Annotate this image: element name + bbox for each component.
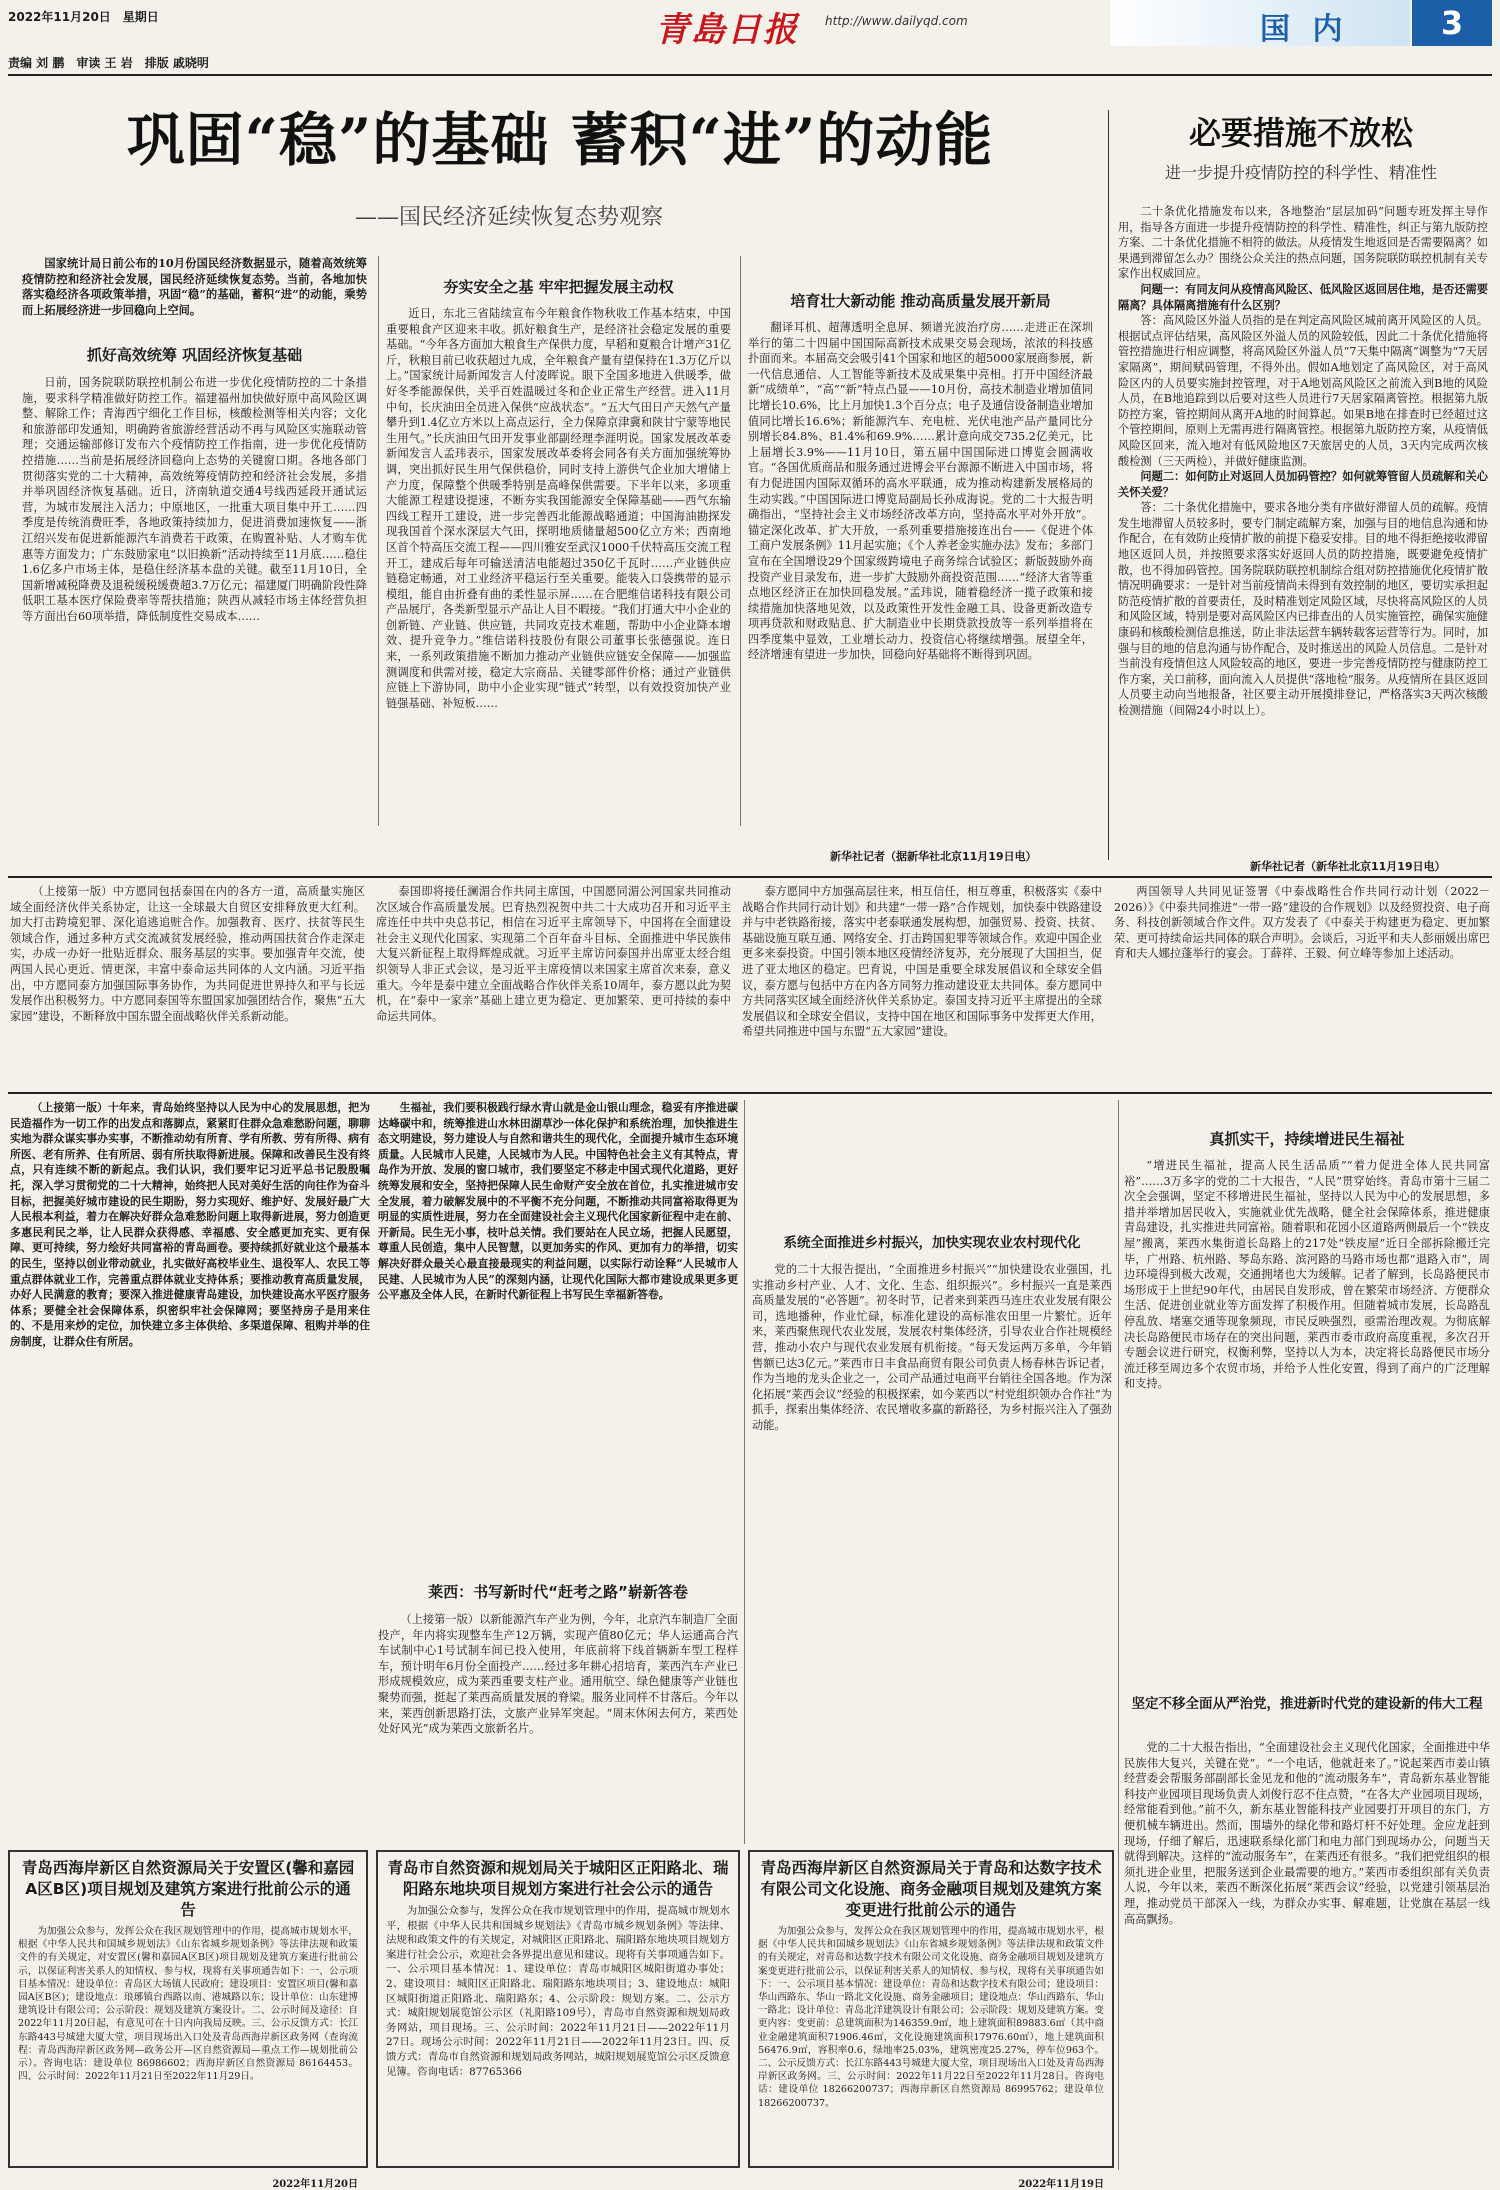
side-headline: 必要措施不放松 bbox=[1188, 114, 1413, 152]
laixi-body: （上接第一版）以新能源汽车产业为例，今年，北京汽车制造厂全面投产，年内将实现整车生产12万辆，实现产值80亿元；华人运通高合汽车试制中心1号试制车间已投入使用，年底前将下线首辆新车型工程样车，预计明年6月份全面投产……经过多年耕心招培育，莱西汽车产业已形成规模效应，成为莱西重要支柱产业。通用航空、绿色健康等产业链也聚势而强，挺起了莱西高质量发展的脊梁。服务业同样不甘落后。今年以来，莱西创新思路打法，文旅产业异军突起。“周末休闲去何方，莱西处处好风光”成为莱西文旅新名片。 bbox=[378, 1613, 738, 1736]
rural-body: 党的二十大报告提出，“全面推进乡村振兴”“加快建设农业强国，扎实推动乡村产业、人才、文化、生态、组织振兴”。乡村振兴一直是莱西高质量发展的“必答题”。初冬时节，记者来到莱西马连庄农业发展有限公司，选地播种，作业忙碌，标准化建设的高标准农田里一片繁忙。近年来，莱西聚焦现代农业发展，发展农村集体经济，引导农业合作社规模经营，推动小农户与现代农业发展有机衔接。“每天发运两万多单，今年销售额已达3亿元。”莱西市日丰食品商贸有限公司负责人杨春林告诉记者，作为当地的龙头企业之一，公司产品通过电商平台销往全国各地。作为深化拓展“莱西会议”经验的积极探索，如今莱西以“村党组织领办合作社”为抓手，探索出集体经济、农民增收多赢的新路径，为乡村振兴注入了强劲动能。 bbox=[752, 1263, 1112, 1432]
notice-date: 2022年11月19日 bbox=[1018, 2179, 1104, 2190]
notice-box-3 bbox=[748, 1850, 1114, 2190]
notice-box-1 bbox=[8, 1850, 368, 2190]
notice-text: 为加强公众参与，发挥公众在我市规划管理中的作用，提高城市规划水平，根据《中华人民共和国城乡规划法》《青岛市城乡规划条例》等法律、法规和政策文件的有关规定，对城阳区正阳路北、瑞阳路东地块项目规划方案进行社会公示，欢迎社会各界提出意见和建议。现将有关事项通告如下。一、公示项目基本情况：1、建设单位：青岛市城阳区城阳街道办事处；2、建设项目：城阳区正阳路北、瑞阳路东地块项目；3、建设地点：城阳区城阳街道正阳路北、瑞阳路东；4、公示阶段：规划方案。二、公示方式：城阳规划展览馆公示区（礼阳路109号），青岛市自然资源和规划局政务网站，项目现场。三、公示时间：2022年11月21日——2022年11月27日。现场公示时间：2022年11月21日——2022年11月23日。四、反馈方式：青岛市自然资源和规划局政务网站，城阳规划展览馆公示区反馈意见簿。咨询电话：87765366 bbox=[386, 1905, 730, 2078]
col-divider bbox=[740, 256, 741, 826]
mid-col3: 泰方愿同中方加强高层往来，相互信任，相互尊重，积极落实《泰中战略合作共同行动计划》和共建“一带一路”合作规划，加快泰中铁路建设并与中老铁路衔接，落实中老泰联通发展构想，加强贸易、投资、扶贫、基础设施互联互通、网络安全、打击跨国犯罪等领域合作。欢迎中国企业更多来泰投资。中国引领本地区疫情经济复苏，充分展现了大国担当，促进了亚太地区的稳定。巴育说，中国是重要全球发展倡议和全球安全倡议，泰方愿与包括中方在内各方同努力推动建设亚太共同体。泰方愿同中方共同落实区域全面经济伙伴关系协定。泰国支持习近平主席提出的全球发展倡议和全球安全倡议，支持中国在地区和国际事务中发挥更大作用，希望共同推进中国与东盟“五大家园”建设。 bbox=[742, 885, 1102, 1039]
notice-body bbox=[758, 1925, 1104, 2173]
col-divider bbox=[1118, 1100, 1119, 2170]
section-rule bbox=[8, 1092, 1492, 1094]
side-answer-2: 答：二十条优化措施中，要求各地分类有序做好滞留人员的疏解。疫情发生地滞留人员较多时，要专门制定疏解方案，加强与目的地信息沟通和协作配合，在有效防止疫情扩散的前提下稳妥安排。目的地不得拒绝接收滞留地区返回人员，并按照要求落实好返回人员的防控措施，既要避免疫情扩散，也不得加码管控。国务院联防联控机制综合组对防控措施优化疫情扩散情况明确要求：一是针对当前疫情尚未得到有效控制的地区，要切实承担起防范疫情扩散的首要责任，及时精准划定风险区域，尽快将高风险区的人员和风险区域，特别是要对高风险区内已排查出的人员实施管控，确保实施健康码和核酸检测信息推送，防止非法运营车辆转载客运营等行为。同时，加强与目的地的信息沟通与协作配合，及时推送出的风险人员信息。二是针对当前没有疫情但这人风险较高的地区，要进一步完善疫情防控与健康防控工作方案，关口前移，面向流入人员提供“落地检”服务。从疫情所在县区返回人员要主动向当地报备，社区要主动开展摸排登记，严格落实3天两次核酸检测措施（间隔24小时以上）。 bbox=[1118, 501, 1488, 717]
party-heading: 坚定不移全面从严治党，推进新时代党的建设新的伟大工程 bbox=[1131, 1696, 1483, 1712]
laixi-heading: 莱西：书写新时代“赶考之路”崭新答卷 bbox=[428, 1583, 688, 1601]
lead-credit: 新华社记者（据新华社北京11月19日电） bbox=[830, 850, 1037, 863]
notice-title: 青岛市自然资源和规划局关于城阳区正阳路北、瑞阳路东地块项目规划方案进行社会公示的通告 bbox=[387, 1859, 729, 1898]
newspaper-logo: 青島日报 bbox=[655, 10, 799, 50]
notice-body bbox=[386, 1904, 730, 2166]
notice-date: 2022年11月20日 bbox=[272, 2179, 358, 2190]
side-intro: 二十条优化措施发布以来，各地整治“层层加码”问题专班发挥主导作用，指导各方面进一步提升疫情防控的科学性、精准性，纠正与第九版防控方案、二十条优化措施不相符的做法。从疫情发生地返回是否需要隔离？如果遇到滞留怎么办？围绕公众关注的热点问题，国务院联防联控机制有关专家作出权威回应。 bbox=[1118, 205, 1488, 281]
masthead bbox=[0, 0, 1500, 80]
issue-date: 2022年11月20日 星期日 bbox=[8, 10, 159, 24]
notice-body bbox=[18, 1925, 358, 2173]
section-rule bbox=[8, 876, 1492, 878]
masthead-rule bbox=[8, 74, 1492, 76]
rural-heading: 系统全面推进乡村振兴，加快实现农业农村现代化 bbox=[783, 1235, 1081, 1251]
lead-col1-body: 日前，国务院联防联控机制公布进一步优化疫情防控的二十条措施，要求科学精准做好防控工作。福建福州加快做好原中高风险区调整、解除工作；青海西宁细化工作目标，核酸检测等相关内容；文化和旅游部印发通知，明确跨省旅游经营活动不再与风险区实施联动管理；交通运输部修订发布六个疫情防控工作指南，进一步优化疫情防控措施……当前是拓展经济回稳向上态势的关键窗口期。各地各部门贯彻落实党的二十大精神，高效统筹疫情防控和经济社会发展，多措并举巩固经济恢复基础。近日，济南轨道交通4号线西延段开通试运营，为城市发展注入活力；中原地区，一批重大项目集中开工……四季度是传统消费旺季，各地政策持续加力，促进消费加速恢复——浙江绍兴发布促进新能源汽车消费若干政策，在购置补贴、人才购车优惠等方面发力；广东鼓励家电“以旧换新”活动持续至11月底……稳住1.6亿多户市场主体，是稳住经济基本盘的关键。截至11月10日，全国新增减税降费及退税缓税缓费超3.7万亿元；福建厦门明确阶段性降低职工基本医疗保险费率等帮扶措施；陕西从减轻市场主体经营负担等方面出台60项举措，降低制度性交易成本…… bbox=[22, 376, 367, 623]
lead-subhead: ——国民经济延续恢复态势观察 bbox=[355, 205, 664, 230]
section-banner bbox=[1110, 0, 1410, 46]
lead-col2-body: 近日，东北三省陆续宣布今年粮食作物秋收工作基本结束，中国重要粮食产区迎来丰收。抓好粮食生产，是经济社会稳定发展的重要基础。“今年各方面加大粮食生产保供力度，早稻和夏粮合计增产31亿斤，秋粮目前已收获超过九成，全年粮食产量有望保持在1.3万亿斤以上。”国家统计局新闻发言人付凌晖说。眼下全国多地进入供暖季，做好冬季能源保供，关乎百姓温暖过冬和企业正常生产经营。进入11月中旬，长庆油田全员进入保供“应战状态”。“五大气田日产天然气产量攀升到1.4亿立方米以上高点运行，全力保障京津冀和陕甘宁蒙等地民生用气。”长庆油田气田开发事业部副经理李涯明说。国家发展改革委新闻发言人孟玮表示，国家发展改革委将会同各有关方面加强统筹协调，突出抓好民生用气保供稳价，同时支持上游供气企业加大增储上产力度，保障整个供暖季特别是高峰保供需要。下半年以来，多项重大能源工程建设提速，不断夯实我国能源安全保障基础——西气东输四线工程开工建设，进一步完善西北能源战略通道；中国海油勘探发现我国首个深水深层大气田，探明地质储量超500亿立方米；西南地区首个特高压交流工程——四川雅安至武汉1000千伏特高压交流工程开工，建成后每年可输送清洁电能超过350亿千瓦时……产业链供应链稳定畅通，对工业经济平稳运行至关重要。能装入口袋携带的显示模组，能自由折叠有曲的柔性显示屏……在合肥维信诺科技有限公司产品展厅，各类新型显示产品让人目不暇接。“我们打通大中小企业的创新链、产业链、供应链，共同攻克技术难题，帮助中小企业降本增效、提升竞争力。”维信诺科技股份有限公司董事长张德强说。连日来，一系列政策措施不断加力推动产业链供应链安全保障——加强监测调度和供需对接，稳定大宗商品、关键零部件价格；通过产业链供应链上下游协同，助中小企业实现“链式”转型，以有效投资加快产业链强基础、补短板…… bbox=[386, 307, 731, 710]
page-number-badge bbox=[1412, 0, 1492, 46]
website-url[interactable]: http://www.dailyqd.com bbox=[825, 14, 968, 28]
editor-line: 责编 刘 鹏 审读 王 岩 排版 戚晓明 bbox=[8, 56, 209, 70]
side-answer-1: 答：高风险区外溢人员指的是在判定高风险区城前离开风险区的人员。根据试点评估结果，高风险区外溢人员的风险较低，因此二十条优化措施将管控措施进行相应调整，将高风险区外溢人员“7天集中隔离”调整为“7天居家隔离”，期间赋码管理，不得外出。假如A地划定了高风险区，对于高风险区内的人员要实施封控管理，对于A地划高风险区之前流入到B地的风险人员，在B地追踪到以后要对这些人员进行7天居家隔离管控。根据第九版防控方案，管控期间从离开A地的时间算起。如果B地在排查时已经超过这个管控期间，原则上无需再进行隔离管控。根据第九版防控方案，从疫情低风险区回来，流入地对有低风险地区7天旅居史的人员，3天内完成两次核酸检测（三天两检），并做好健康监测。 bbox=[1118, 314, 1488, 468]
lower-left-col1: （上接第一版）十年来，青岛始终坚持以人民为中心的发展思想，把为民造福作为一切工作的出发点和落脚点，紧紧盯住群众急难愁盼问题，聊聊实地为群众谋实事办实事，不断推动幼有所育、学有所教、劳有所得、病有所医、老有所养、住有所居、弱有所扶取得新进展。保障和改善民生没有终点，只有连续不断的新起点。我们认识，我们要牢记习近平总书记殷殷嘱托，深入学习贯彻党的二十大精神，始终把人民对美好生活的向往作为奋斗目标，把握美好城市建设的民生期盼，努力实现好、维护好、发展好最广大人民根本利益，着力在解决好群众急难愁盼问题上取得新进展，努力创造更多惠民利民之举，让人民群众获得感、幸福感、安全感更加充实、更有保障、更可持续，努力绘好共同富裕的青岛画卷。要持续抓好就业这个最基本的民生，坚持以创业带动就业，扎实做好高校毕业生、退役军人、农民工等重点群体就业工作，完善重点群体就业支持体系；要推动教育高质量发展，办好人民满意的教育；要深入推进健康青岛建设，加快建设高水平医疗服务体系；要健全社会保障体系，织密织牢社会保障网；要坚持房子是用来住的、不是用来炒的定位，加快建立多主体供给、多渠道保障、租购并举的住房制度，让群众住有所居。 bbox=[10, 1101, 370, 1348]
lead-col3-heading: 培育壮大新动能 推动高质量发展开新局 bbox=[790, 292, 1051, 310]
laixi-body-continued bbox=[752, 1100, 1112, 1230]
side-credit: 新华社记者（新华社北京11月19日电） bbox=[1250, 860, 1446, 873]
notice-box-2 bbox=[376, 1850, 740, 2168]
col-divider bbox=[744, 1100, 745, 1844]
notice-text: 为加强公众参与，发挥公众在我区规划管理中的作用，提高城市规划水平，根据《中华人民共和国城乡规划法》《山东省城乡规划条例》等法律法规和政策文件的有关规定，对安置区(馨和嘉园A区B区)项目规划及建筑方案进行批前公示，以保证利害关系人的知情权、参与权，现将有关事项通告如下：一、公示项目基本情况：建设单位：青岛区大场镇人民政府；建设项目：安置区项目(馨和嘉园A区B区)；建设地点：琅琊镇台西路以南、港城路以东；设计单位：山东建博建筑设计有限公司；公示阶段：规划及建筑方案设计。二、公示时间及途径：自2022年11月20日起，有意见可在十日内向我局反映。三、公示反馈方式：长江东路443号城建大厦大堂，项目现场出入口处及青岛西海岸新区政务网（查询流程：青岛西海岸新区政务网—政务公开—区自然资源局—重点工作—规划批前公示）。咨询电话：建设单位 86986602；西海岸新区自然资源局 86164453。四、公示时间：2022年11月21日至2022年11月29日。 bbox=[18, 1926, 358, 2083]
right-body: “增进民生福祉，提高人民生活品质”“着力促进全体人民共同富裕”……3万多字的党的二十大报告，“人民”贯穿始终。青岛市第十三届二次全会强调，坚定不移增进民生福祉，坚持以人民为中心的发展思想，多措并举增加居民收入，实施就业优先战略，健全社会保障体系，推进健康青岛建设，扎实推进共同富裕。随着职和花园小区道路两侧最后一个“铁皮屋”搬离，莱西水集街道长岛路上的217处“铁皮屋”近日全部拆除搬迁完毕，广州路、杭州路、琴岛东路、滨河路的马路市场也都“退路入市”，周边环境得到极大改观，交通拥堵也大为缓解。记者了解到，长岛路便民市场形成于上世纪90年代，由居民自发形成，曾在繁荣市场经济、方便群众生活、促进创业就业等方面发挥了积极作用。但随着城市发展，长岛路乱停乱放、堵塞交通等现象频现，市民反映强烈，亟需治理改观。为彻底解决长岛路便民市场存在的突出问题，莱西市委市政府高度重视，多次召开专题会议进行研究，权衡利弊，坚持以人为本，决定将长岛路便民市场分流迁移至周边多个农贸市场，并给予人性化安置，得到了商户的广泛理解和支持。 bbox=[1124, 1159, 1490, 1391]
side-divider bbox=[1108, 110, 1109, 860]
lead-col3-body: 翻译耳机、超薄透明全息屏、频谱光波治疗房……走进正在深圳举行的第二十四届中国国际高新技术成果交易会现场，浓浓的科技感扑面而来。本届高交会吸引41个国家和地区的超5000家展商参展，新一代信息通信、人工智能等新技术及成果集中亮相。打开中国经济最新“成绩单”，“高”“新”特点凸显——10月份，高技术制造业增加值同比增长10.6%，比上月加快1.3个百分点；电子及通信设备制造业增加值同比增长16.6%；新能源汽车、充电桩、光伏电池产品产量同比分别增长84.8%、81.4%和69.9%……累计意向成交735.2亿美元，比上届增长3.9%——11月10日，第五届中国国际进口博览会圆满收官。“各国优质商品和服务通过进博会平台源源不断进入中国市场，将有力促进国内国际双循环的高水平联通，成为推动构建新发展格局的生动实践。”中国国际进口博览局副局长孙成海说。党的二十大报告明确指出，“坚持社会主义市场经济改革方向，坚持高水平对外开放”。锚定深化改革、扩大开放，一系列重要措施接连出台——《促进个体工商户发展条例》11月起实施；《个人养老金实施办法》发布；多部门宣布在全国增设29个国家级跨境电子商务综合试验区；新版鼓励外商投资产业目录发布，进一步扩大鼓励外商投资范围……“经济大省等重点地区经济正在加快回稳发展。”孟玮说，随着稳经济一揽子政策和接续措施加快落地见效，以及政策性开发性金融工具、设备更新改造专项再贷款和财政贴息、扩大制造业中长期贷款投放等一系列举措将在四季度集中显效，工业增长动力、投资信心将继续增强。展望全年，经济增速有望进一步加快，回稳向好基础将不断得到巩固。 bbox=[748, 321, 1093, 662]
page-number: 3 bbox=[1440, 4, 1464, 42]
lead-headline: 巩固“稳”的基础 蓄积“进”的动能 bbox=[126, 106, 994, 174]
side-subhead: 进一步提升疫情防控的科学性、精准性 bbox=[1164, 163, 1437, 182]
side-question-2: 问题二：如何防止对返回人员加码管控？如何就筹管留人员疏解和关心关怀关爱？ bbox=[1118, 469, 1488, 499]
lead-col2-heading: 夯实安全之基 牢牢把握发展主动权 bbox=[443, 278, 674, 296]
lower-left-col2: 生福祉，我们要积极践行绿水青山就是金山银山理念，稳妥有序推进碳达峰碳中和，统筹推进山水林田湖草沙一体化保护和系统治理，加快推进生态文明建设，努力建设人与自然和谐共生的现代化，全面提升城市生态环境质量。人民城市人民建，人民城市为人民。中国特色社会主义有其特点，青岛作为开放、发展的窗口城市，我们要坚定不移走中国式现代化道路，更好统筹发展和安全，坚持把保障人民生命财产安全放在首位，扎实推进城市安全发展，着力破解发展中的不平衡不充分问题，不断推动共同富裕取得更为明显的实质性进展，努力在全面建设社会主义现代化国家新征程中走在前、开新局。民生无小事，枝叶总关情。我们要站在人民立场，把握人民愿望，尊重人民创造，集中人民智慧，以更加务实的作风、更加有力的举措，切实解决好群众最关心最直接最现实的利益问题，以实际行动诠释“人民城市人民建、人民城市为人民”的深刻内涵，让现代化国际大都市建设成果更多更公平惠及全体人民，在新时代新征程上书写民生幸福新答卷。 bbox=[378, 1101, 738, 1302]
side-question-1: 问题一：有同友问从疫情高风险区、低风险区返回居住地，是否还需要隔离？具体隔离措施有什么区别？ bbox=[1118, 281, 1488, 312]
notice-title: 青岛西海岸新区自然资源局关于青岛和达数字技术有限公司文化设施、商务金融项目规划及建筑方案变更进行批前公示的通告 bbox=[760, 1859, 1102, 1919]
col-divider bbox=[378, 256, 379, 826]
lead-col1-heading: 抓好高效统筹 巩固经济恢复基础 bbox=[86, 346, 303, 364]
mid-col1: （上接第一版）中方愿同包括泰国在内的各方一道，高质量实施区域全面经济伙伴关系协定，让这一全球最大自贸区安排释放更大红利。加大打击跨境犯罪、深化追逃追赃合作。加强教育、医疗、扶贫等民生领域合作，通过多种方式交流减贫发展经验，推动两国扶贫合作走深走实，办成一办好一批贴近群众、服务基层的实事。要加强青年交流，使两国人民心更近、情更深，丰富中泰命运共同体的人文内涵。习近平指出，中方愿同泰方加强国际事务协作，为共同促进世界持久和平与长远发展作出积极努力。中方愿同泰国等东盟国家加强团结合作，聚焦“五大家园”建设，不断释放中国东盟全面战略伙伴关系新动能。 bbox=[10, 885, 365, 1023]
notice-text: 为加强公众参与，发挥公众在我区规划管理中的作用，提高城市规划水平，根据《中华人民共和国城乡规划法》《山东省城乡规划条例》等法律法规和政策文件的有关规定，对青岛和达数字技术有限公司文化设施、商务金融项目规划及建筑方案变更进行批前公示，以保证利害关系人的知情权、参与权，现将有关事项通告如下：一、公示项目基本情况：建设单位：青岛和达数字技术有限公司；建设项目：华山西路东、华山一路北文化设施、商务金融项目；建设地点：华山西路东、华山一路北；设计单位：青岛北洋建筑设计有限公司；公示阶段：规划及建筑方案。变更内容：变更前：总建筑面积为146359.9㎡，地上建筑面积89883.6㎡（其中商业金融建筑面积71906.46㎡，文化设施建筑面积17976.60㎡），地上建筑面积56476.9㎡，容积率0.6，绿地率25.03%，建筑密度25.27%，停车位963个。二、公示反馈方式：长江东路443号城建大厦大堂，项目现场出入口处及青岛西海岸新区政务网。三、公示时间：2022年11月22日至2022年11月28日。咨询电话：建设单位 18266200737；西海岸新区自然资源局 86995762；建设单位 18266200737。 bbox=[758, 1926, 1104, 2109]
section-name: 国 内 bbox=[1260, 12, 1349, 47]
side-body bbox=[1118, 204, 1488, 854]
notice-title: 青岛西海岸新区自然资源局关于安置区(馨和嘉园A区B区)项目规划及建筑方案进行批前公示的通告 bbox=[21, 1859, 355, 1919]
lead-intro: 国家统计局日前公布的10月份国民经济数据显示，随着高效统筹疫情防控和经济社会发展，国民经济延续恢复态势。当前，各地加快落实稳经济各项政策举措，巩固“稳”的基础，蓄积“进”的动能，乘势而上拓展经济进一步回稳向上空间。 bbox=[22, 256, 367, 317]
mid-col4: 两国领导人共同见证签署《中泰战略性合作共同行动计划（2022－2026）》《中泰共同推进“一带一路”建设的合作规划》以及经贸投资、电子商务、科技创新领域合作文件。双方发表了《中泰关于构建更为稳定、更加繁荣、更可持续命运共同体的联合声明》。会谈后，习近平和夫人彭丽媛出席巴育和夫人娜拉蓬举行的宴会。丁薛祥、王毅、何立峰等参加上述活动。 bbox=[1114, 885, 1490, 961]
mid-col2: 泰国即将接任澜湄合作共同主席国，中国愿同湄公河国家共同推动次区域合作高质量发展。巴育热烈祝贺中共二十大成功召开和习近平主席连任中共中央总书记，相信在习近平主席领导下，中国将在全面建设社会主义现代化国家、实现第二个百年奋斗目标、全面推进中华民族伟大复兴新征程上取得辉煌成就。习近平主席访问泰国并出席亚太经合组织领导人非正式会议，是习近平主席疫情以来国家主席首次来泰，意义重大。今年是泰中建立全面战略合作伙伴关系10周年，泰方愿以此为契机，在“泰中一家亲”基础上建立更为稳定、更加繁荣、更可持续的泰中命运共同体。 bbox=[376, 885, 731, 1023]
right-heading: 真抓实干，持续增进民生福祉 bbox=[1209, 1130, 1405, 1148]
party-body: 党的二十大报告指出，“全面建设社会主义现代化国家，全面推进中华民族伟大复兴，关键在党”。“一个电话，他就赶来了。”说起莱西市姜山镇经营委会帮服务部副部长金见龙和他的“流动服务车”，青岛新东基业智能科技产业园项目现场负责人刘俊行忍不住点赞，“在各大产业园项目现场，经常能看到他。”前不久，新东基业智能科技产业园要打开项目的东门，方便机械车辆进出。然而，围墙外的绿化带和路灯杆不好处理。金应龙赶到现场，仔细了解后，迅速联系绿化部门和电力部门到现场办公，问题当天就得到解决。这样的“流动服务车”，在莱西还有很多。“我们把党组织的根须扎进企业里，把服务送到企业最需要的地方。”莱西市委组织部有关负责人说，今年以来，莱西不断深化拓展“莱西会议”经验，以党建引领基层治理，推动党员干部深入一线，为群众办实事、解难题，让党旗在基层一线高高飘扬。 bbox=[1124, 1741, 1490, 1926]
